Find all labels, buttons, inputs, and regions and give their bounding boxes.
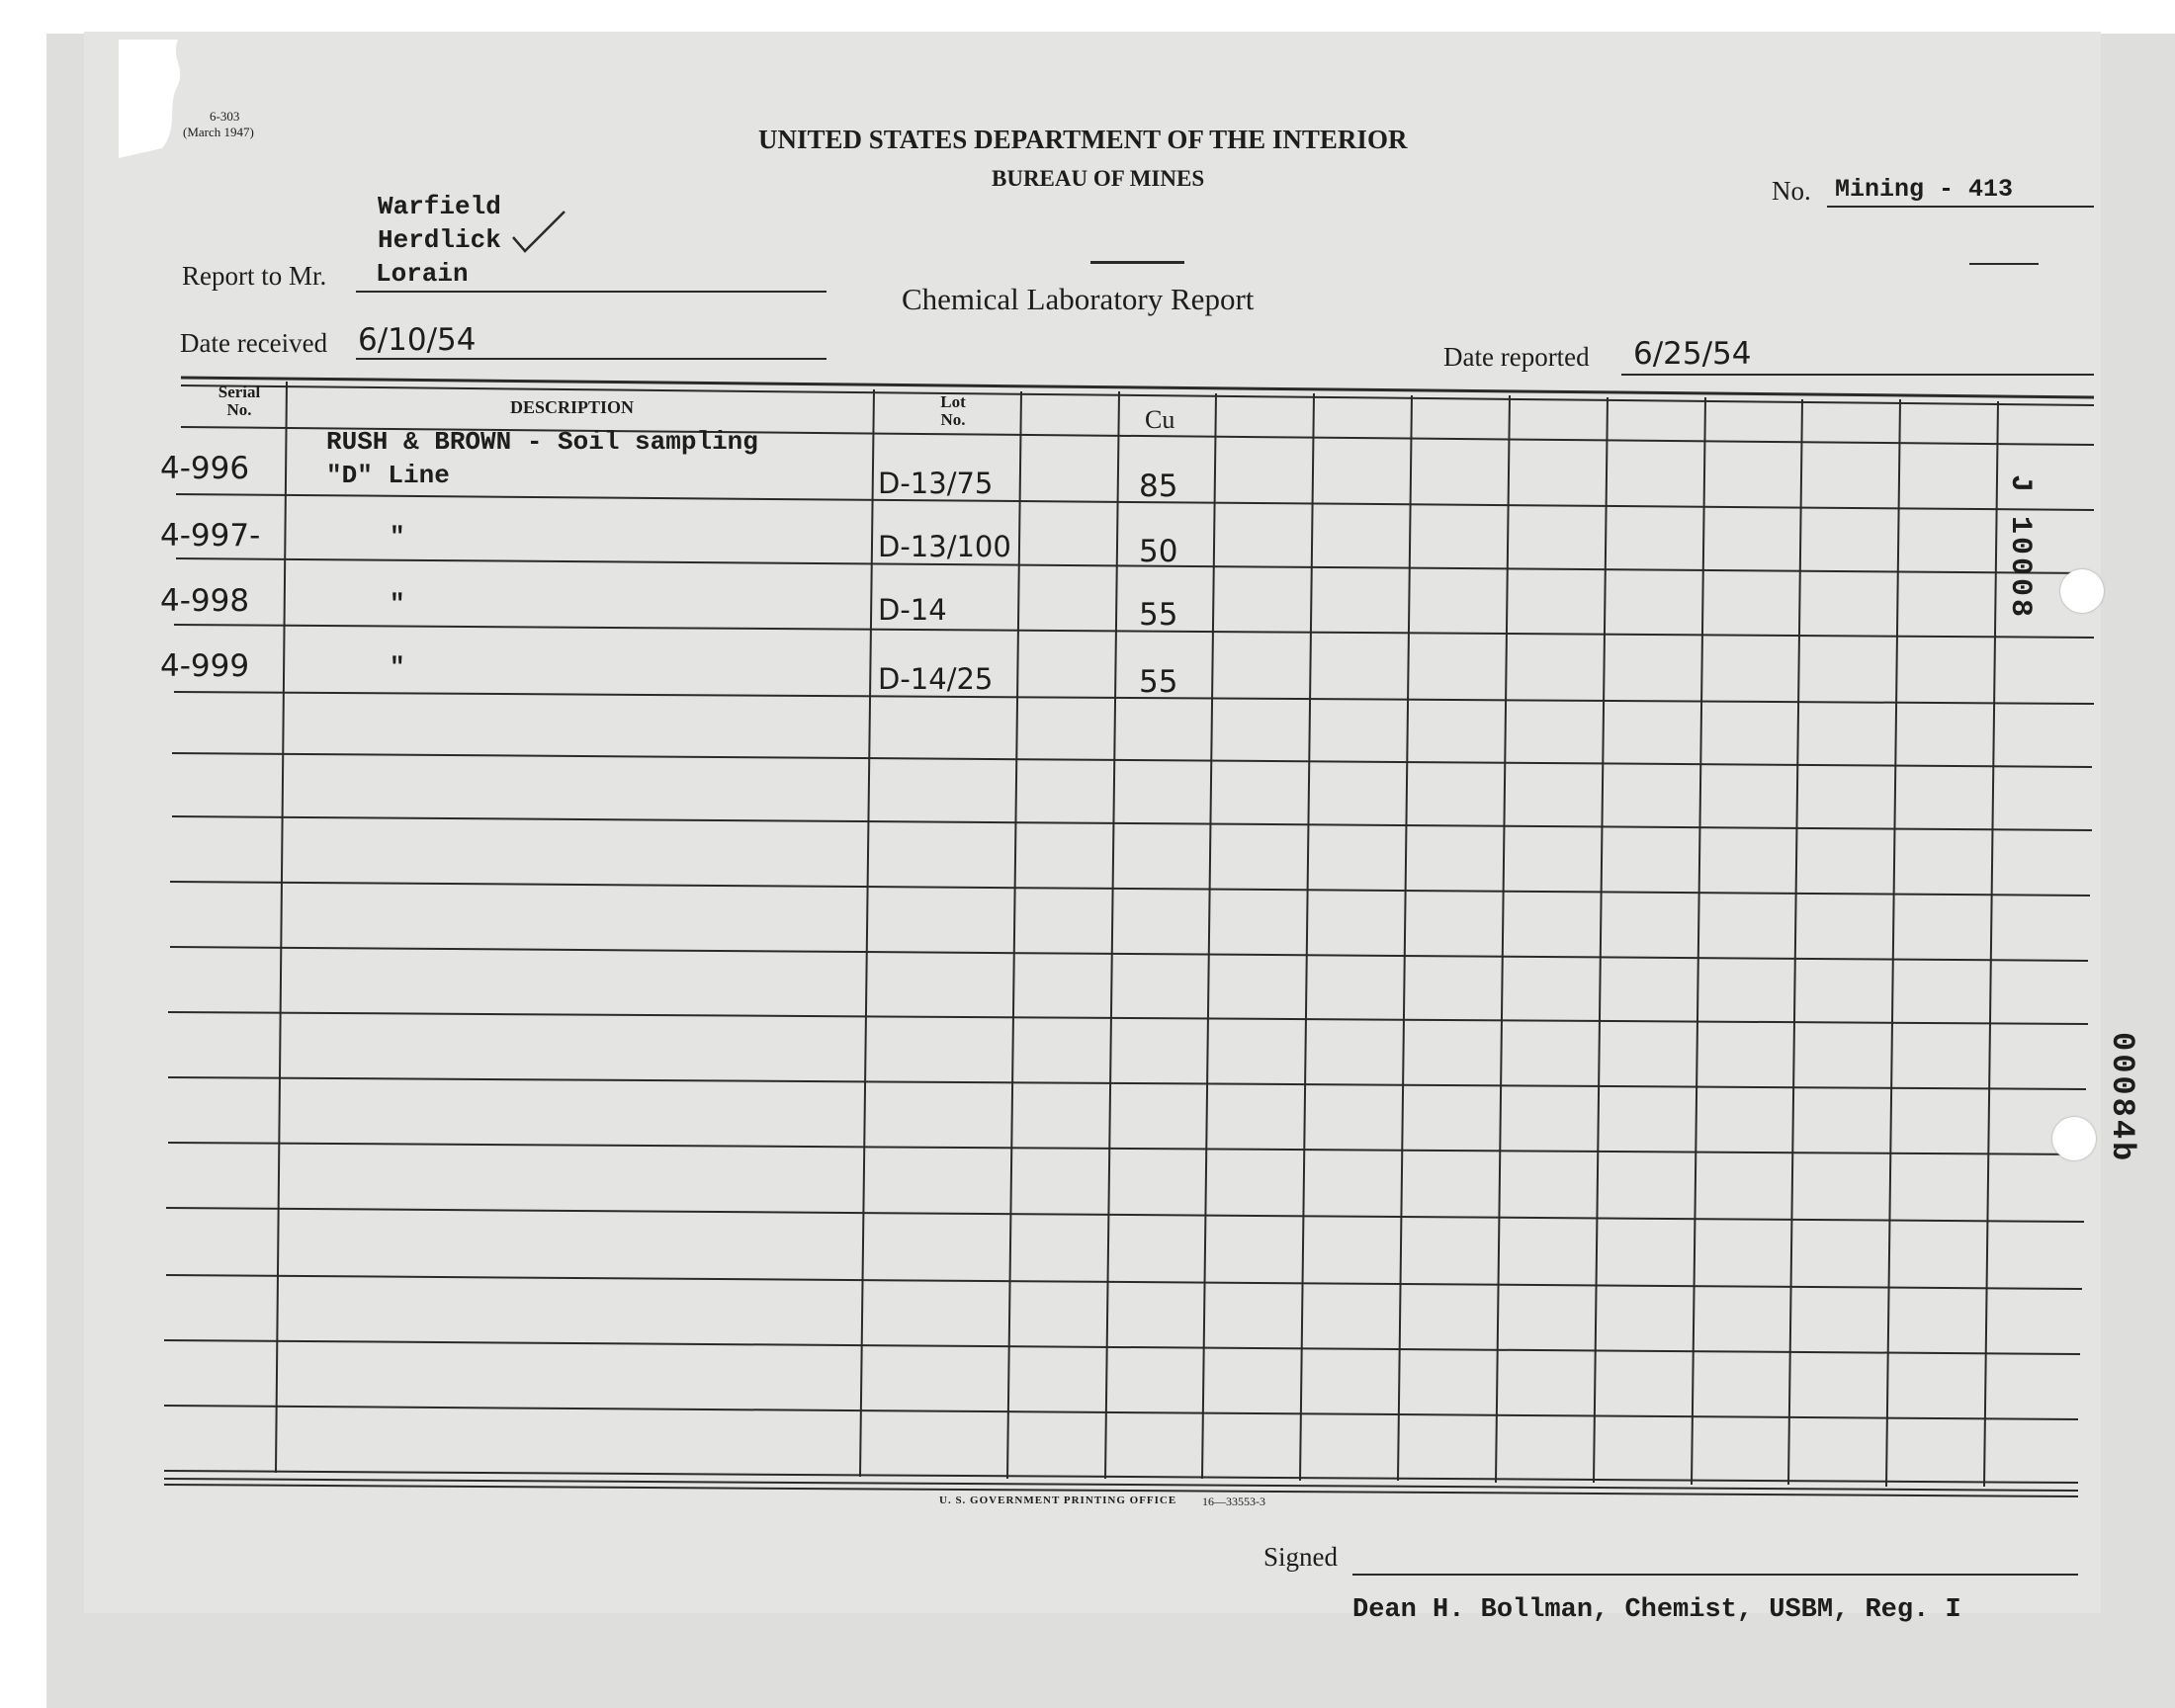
row1-description: RUSH & BROWN - Soil sampling	[326, 427, 758, 457]
no-label: No.	[1772, 176, 1811, 206]
date-received-value: 6/10/54	[358, 322, 477, 358]
form-number: 6-303	[210, 109, 240, 124]
row3-serial: 4-998	[160, 583, 250, 619]
row3-lot: D-14	[878, 593, 947, 627]
header-lot-no: Lot No.	[940, 392, 966, 429]
row4-lot: D-14/25	[878, 662, 994, 696]
signature-line	[1352, 1574, 2078, 1576]
header-cu: Cu	[1145, 405, 1175, 434]
row4-cu: 55	[1139, 664, 1178, 700]
row3-description: "	[390, 589, 405, 619]
date-reported-label: Date reported	[1443, 342, 1590, 372]
form-edition: (March 1947)	[183, 125, 254, 139]
page-title: Chemical Laboratory Report	[902, 282, 1255, 316]
report-to-value: Lorain	[376, 259, 469, 289]
header-serial-no: Serial No.	[218, 383, 261, 419]
report-number: Mining - 413	[1835, 175, 2014, 204]
row2-lot: D-13/100	[878, 530, 1011, 563]
header-description: DESCRIPTION	[510, 397, 635, 417]
row1-lot: D-13/75	[878, 467, 994, 500]
agency-title: UNITED STATES DEPARTMENT OF THE INTERIOR	[758, 125, 1408, 154]
row3-cu: 55	[1139, 597, 1178, 633]
name-herdlick: Herdlick	[378, 225, 501, 255]
bureau-title: BUREAU OF MINES	[992, 166, 1205, 191]
row4-description: "	[390, 652, 405, 682]
signed-label: Signed	[1263, 1542, 1339, 1572]
date-received-label: Date received	[180, 328, 328, 358]
print-code: 16—33553-3	[1202, 1494, 1265, 1508]
row2-cu: 50	[1139, 534, 1178, 569]
date-reported-value: 6/25/54	[1633, 336, 1752, 372]
row2-description: "	[390, 522, 405, 552]
row1-description-line2: "D" Line	[326, 461, 450, 490]
stamp-bottom: 00084b	[2104, 1032, 2140, 1164]
report-to-label: Report to Mr.	[182, 261, 327, 291]
row4-serial: 4-999	[160, 648, 250, 684]
punch-hole-top	[2060, 569, 2104, 613]
row1-cu: 85	[1139, 469, 1178, 504]
stamp-top: J 10008	[2003, 474, 2037, 621]
name-warfield: Warfield	[378, 192, 501, 221]
row2-serial: 4-997-	[160, 518, 261, 554]
printer-imprint: U. S. GOVERNMENT PRINTING OFFICE	[939, 1494, 1177, 1506]
row1-serial: 4-996	[160, 451, 250, 486]
punch-hole-bottom	[2052, 1117, 2096, 1160]
signer-name: Dean H. Bollman, Chemist, USBM, Reg. I	[1352, 1595, 1961, 1625]
